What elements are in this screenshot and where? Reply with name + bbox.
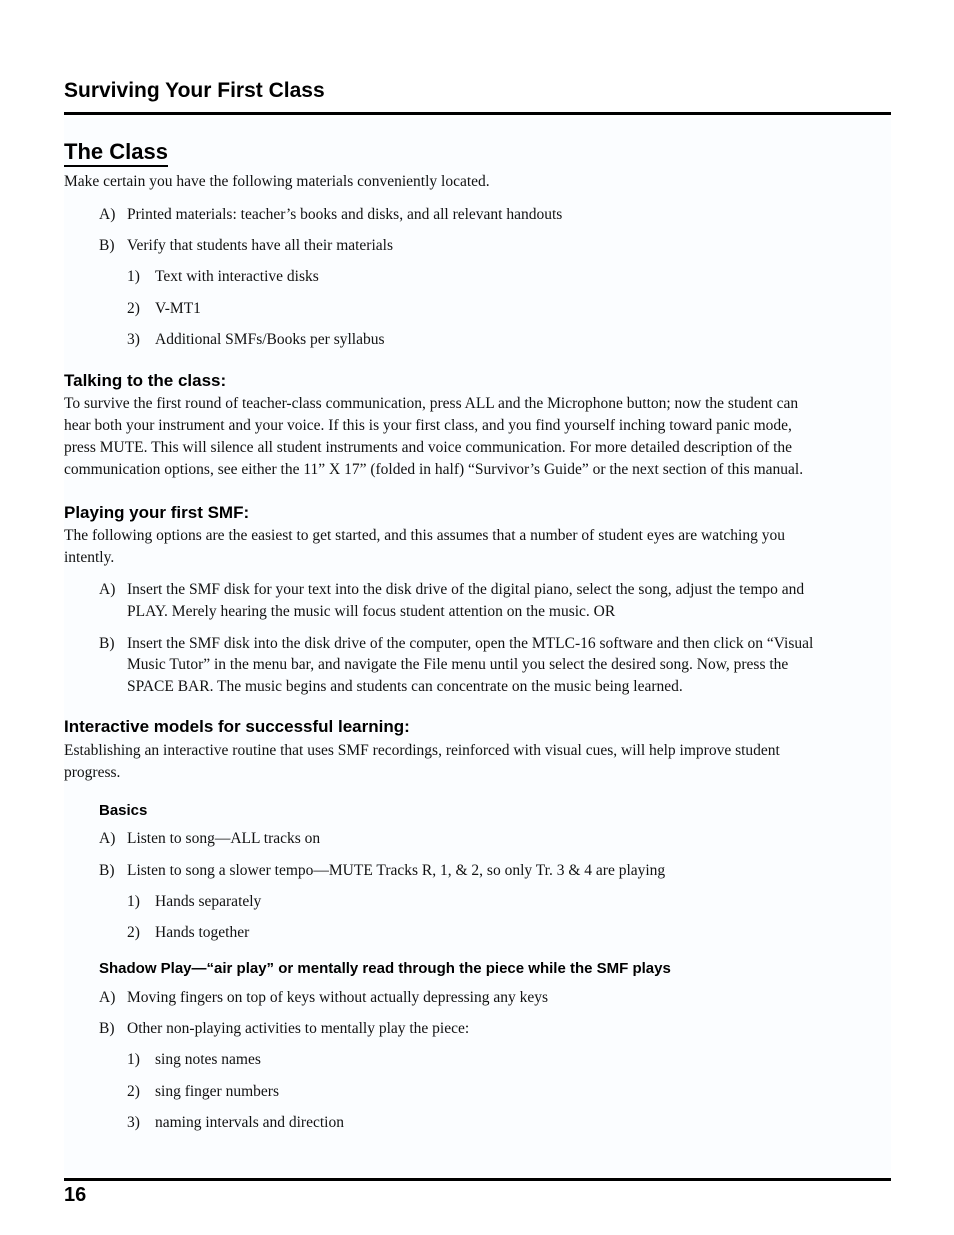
talking-heading: Talking to the class: (64, 371, 227, 390)
list-marker: 1) (127, 893, 140, 910)
playing-heading: Playing your first SMF: (64, 503, 250, 522)
list-text: V-MT1 (155, 300, 201, 317)
list-text: Listen to song a slower tempo—MUTE Tracks R, 1, & 2, so only Tr. 3 & 4 are playing (127, 862, 666, 879)
basics-heading: Basics (99, 802, 148, 819)
talking-line: hear both your instrument and your voice. If this is your first class, and you find yourself inching toward panic mode, (64, 417, 792, 434)
list-text: naming intervals and direction (155, 1114, 344, 1131)
page-number: 16 (64, 1184, 87, 1206)
list-marker: 3) (127, 331, 140, 348)
list-marker: A) (99, 830, 116, 847)
list-text: Text with interactive disks (155, 268, 319, 285)
chapter-header: Surviving Your First Class (64, 79, 325, 102)
list-text: Printed materials: teacher’s books and disks, and all relevant handouts (127, 206, 563, 223)
list-marker: A) (99, 581, 116, 598)
footer-rule (64, 1178, 891, 1181)
list-text: Other non-playing activities to mentally play the piece: (127, 1020, 470, 1037)
header-rule (64, 112, 891, 115)
talking-line: communication options, see either the 11” X 17” (folded in half) “Survivor’s Guide” or the next section of this manual. (64, 461, 804, 478)
list-marker: B) (99, 1020, 115, 1037)
interactive-line: progress. (64, 764, 121, 781)
list-marker: 2) (127, 300, 140, 317)
section-intro: Make certain you have the following materials conveniently located. (64, 173, 490, 190)
shadow-heading: Shadow Play—“air play” or mentally read through the piece while the SMF plays (99, 960, 671, 977)
playing-line: intently. (64, 549, 115, 566)
playing-line: The following options are the easiest to get started, and this assumes that a number of student eyes are watching you (64, 527, 785, 544)
list-marker: 2) (127, 924, 140, 941)
talking-line: To survive the first round of teacher-class communication, press ALL and the Microphone button; now the student can (64, 395, 799, 412)
list-text: sing finger numbers (155, 1083, 279, 1100)
list-marker: 1) (127, 268, 140, 285)
list-marker: A) (99, 206, 116, 223)
list-text: Listen to song—ALL tracks on (127, 830, 321, 847)
list-text: Moving fingers on top of keys without actually depressing any keys (127, 989, 549, 1006)
section-title: The Class (64, 139, 168, 167)
list-text: Insert the SMF disk for your text into the disk drive of the digital piano, select the song, adjust the tempo and (127, 581, 805, 598)
list-text: Hands together (155, 924, 250, 941)
list-text: Insert the SMF disk into the disk drive of the computer, open the MTLC-16 software and then click on “Visual (127, 635, 814, 652)
interactive-heading: Interactive models for successful learning: (64, 717, 410, 736)
list-text: SPACE BAR. The music begins and students can concentrate on the music being learned. (127, 678, 683, 695)
list-marker: 2) (127, 1083, 140, 1100)
list-marker: B) (99, 862, 115, 879)
list-text: sing notes names (155, 1051, 261, 1068)
list-text: PLAY. Merely hearing the music will focus student attention on the music. OR (127, 603, 616, 620)
interactive-line: Establishing an interactive routine that uses SMF recordings, reinforced with visual cues, will help improve student (64, 742, 780, 759)
list-marker: 1) (127, 1051, 140, 1068)
list-text: Additional SMFs/Books per syllabus (155, 331, 385, 348)
list-marker: A) (99, 989, 116, 1006)
list-marker: B) (99, 635, 115, 652)
list-text: Hands separately (155, 893, 262, 910)
list-marker: 3) (127, 1114, 140, 1131)
list-text: Verify that students have all their materials (127, 237, 393, 254)
list-marker: B) (99, 237, 115, 254)
list-text: Music Tutor” in the menu bar, and navigate the File menu until you select the desired song. Now, press the (127, 656, 789, 673)
talking-line: press MUTE. This will silence all student instruments and voice communication. For more detailed description of the (64, 439, 793, 456)
